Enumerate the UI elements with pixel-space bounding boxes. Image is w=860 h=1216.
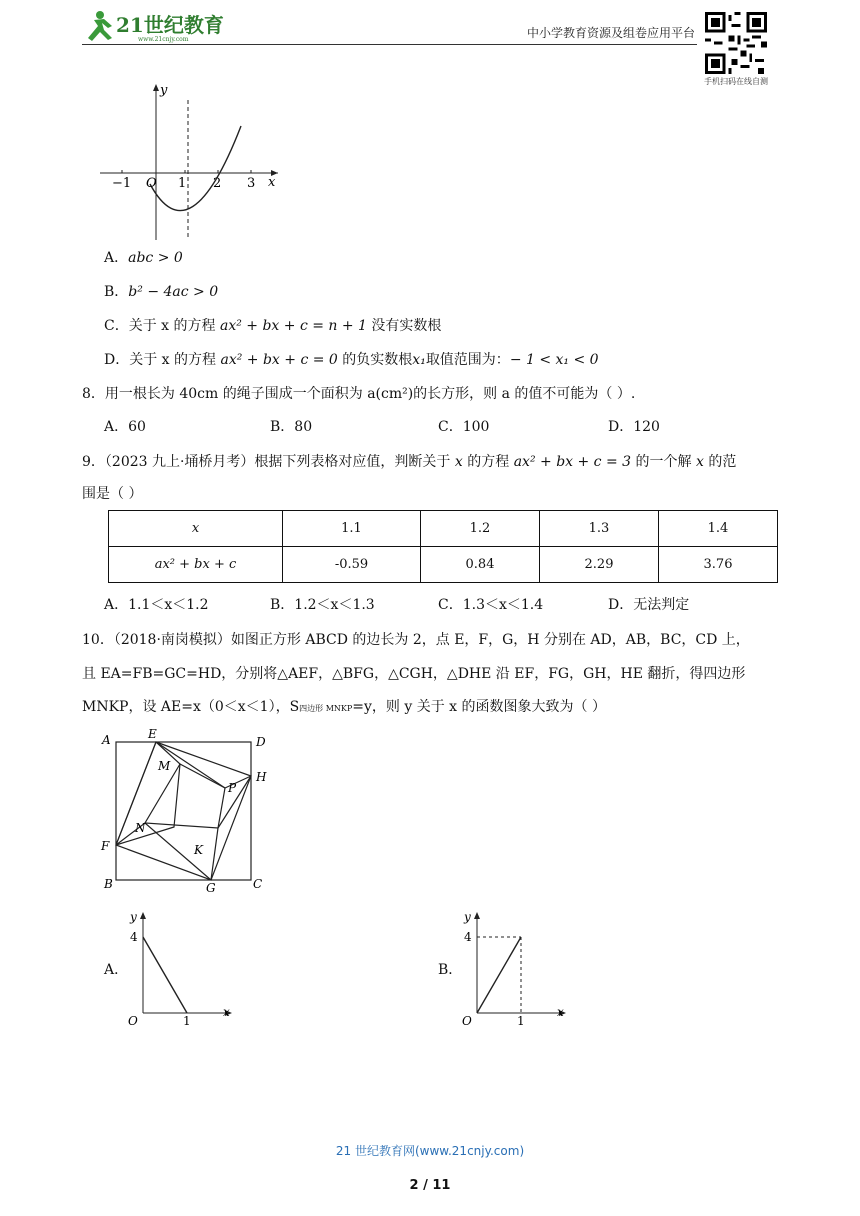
stem-text: 的方程 bbox=[462, 454, 514, 470]
graph-line bbox=[143, 937, 187, 1013]
y-axis-label: y bbox=[464, 910, 471, 924]
label-b: B bbox=[104, 877, 113, 891]
option-label: A． bbox=[104, 250, 129, 266]
label-f: F bbox=[101, 839, 110, 853]
option-math: b² − 4ac > 0 bbox=[128, 284, 219, 300]
label-k: K bbox=[194, 843, 203, 857]
q9-option-b[interactable]: B．1.2＜x＜1.3 bbox=[270, 597, 375, 613]
option-math: ax² + bx + c = 0 bbox=[220, 352, 338, 368]
y-tick-label: 4 bbox=[464, 930, 472, 944]
origin-label: O bbox=[462, 1014, 472, 1027]
tick-1: 1 bbox=[178, 176, 187, 191]
stem-text: MNKP，设 AE=x（0＜x＜1），S bbox=[82, 699, 300, 715]
q10-option-a-graph[interactable] bbox=[124, 905, 244, 1031]
table-cell: 2.29 bbox=[540, 547, 659, 583]
stem-math: x bbox=[695, 454, 704, 470]
stem-text: =y，则 y 关于 x 的函数图象大致为（ ） bbox=[352, 699, 606, 715]
table-cell: x bbox=[109, 511, 283, 547]
stem-math: x bbox=[454, 454, 463, 470]
table-cell: 1.4 bbox=[659, 511, 778, 547]
tick-neg1: −1 bbox=[112, 176, 132, 191]
graph-line bbox=[477, 937, 521, 1013]
option-text: 没有实数根 bbox=[366, 318, 442, 334]
table-cell: 1.1 bbox=[283, 511, 421, 547]
x-axis-label: x bbox=[223, 1005, 230, 1019]
logo-url: www.21cnjy.com bbox=[138, 36, 189, 43]
tick-3: 3 bbox=[247, 176, 256, 191]
label-e: E bbox=[148, 727, 157, 741]
q10-option-b-graph[interactable] bbox=[458, 905, 578, 1031]
y-tick-label: 4 bbox=[130, 930, 138, 944]
quad-mnkp bbox=[145, 764, 225, 828]
label-p: P bbox=[228, 781, 237, 795]
option-math: abc > 0 bbox=[128, 250, 183, 266]
origin-label: O bbox=[128, 1014, 138, 1027]
q8-option-c[interactable]: C．100 bbox=[438, 419, 490, 435]
stem-text: 9．（2023 九上·埇桥月考）根据下列表格对应值，判断关于 bbox=[82, 454, 455, 470]
q7-option-d[interactable] bbox=[104, 350, 599, 370]
q7-option-b[interactable] bbox=[104, 282, 218, 302]
option-label: C．关于 x 的方程 bbox=[104, 318, 220, 334]
q9-stem bbox=[82, 452, 736, 472]
q7-option-c[interactable] bbox=[104, 316, 441, 336]
label-g: G bbox=[206, 881, 216, 895]
q9-option-a[interactable]: A．1.1＜x＜1.2 bbox=[104, 597, 209, 613]
square-abcd bbox=[116, 742, 251, 880]
q9-stem-line2: 围是（ ） bbox=[82, 486, 143, 502]
quad-efgh bbox=[116, 742, 251, 880]
option-label: D．关于 x 的方程 bbox=[104, 352, 221, 368]
table-cell: 1.3 bbox=[540, 511, 659, 547]
x-axis-label: x bbox=[268, 175, 276, 190]
q10-stem-line2: 且 EA=FB=GC=HD，分别将△AEF，△BFG，△CGH，△DHE 沿 EF，FG，GH，HE 翻折，得四边形 bbox=[82, 666, 746, 682]
q10-option-a-label[interactable]: A． bbox=[104, 962, 129, 978]
stem-math: ax² + bx + c = 3 bbox=[513, 454, 632, 470]
table-cell: 1.2 bbox=[421, 511, 540, 547]
q10-stem-line1: 10．（2018·南岗模拟）如图正方形 ABCD 的边长为 2，点 E，F，G，H 分别在 AD，AB，BC，CD 上， bbox=[82, 632, 750, 648]
stem-subscript: 四边形 MNKP bbox=[299, 704, 353, 713]
y-axis-label: y bbox=[160, 83, 168, 98]
option-text: 的负实数根 bbox=[337, 352, 413, 368]
y-axis-label: y bbox=[130, 910, 137, 924]
q9-option-c[interactable]: C．1.3＜x＜1.4 bbox=[438, 597, 544, 613]
q9-value-table bbox=[108, 510, 778, 583]
x-tick-label: 1 bbox=[517, 1014, 525, 1027]
option-text: 取值范围为： bbox=[425, 352, 510, 368]
option-label: B． bbox=[104, 284, 129, 300]
label-n: N bbox=[135, 821, 146, 835]
x-axis-label: x bbox=[557, 1005, 564, 1019]
label-a: A bbox=[102, 733, 111, 747]
origin-label: O bbox=[146, 176, 157, 191]
table-cell: 3.76 bbox=[659, 547, 778, 583]
parabola-graph bbox=[98, 80, 288, 249]
table-cell: ax² + bx + c bbox=[109, 547, 283, 583]
q9-option-d[interactable]: D．无法判定 bbox=[608, 597, 690, 613]
table-cell: 0.84 bbox=[421, 547, 540, 583]
logo-title: 21世纪教育 bbox=[116, 13, 224, 37]
page-number: 2 / 11 bbox=[409, 1178, 451, 1193]
q8-stem: 8．用一根长为 40cm 的绳子围成一个面积为 a(cm²)的长方形，则 a 的值不可能为（ ）. bbox=[82, 386, 636, 402]
q8-option-d[interactable]: D．120 bbox=[608, 419, 660, 435]
square-figure bbox=[98, 726, 278, 900]
q8-option-b[interactable]: B．80 bbox=[270, 419, 313, 435]
stem-text: 的范 bbox=[703, 454, 737, 470]
stem-text: 的一个解 bbox=[631, 454, 696, 470]
table-cell: -0.59 bbox=[283, 547, 421, 583]
q10-stem-line3 bbox=[82, 697, 606, 719]
table-row bbox=[109, 547, 778, 583]
option-math: x₁ bbox=[412, 352, 426, 368]
footer-link[interactable]: 21 世纪教育网(www.21cnjy.com) bbox=[335, 1144, 525, 1158]
q8-option-a[interactable]: A．60 bbox=[104, 419, 146, 435]
option-math: ax² + bx + c = n + 1 bbox=[219, 318, 367, 334]
label-m: M bbox=[158, 759, 171, 773]
option-math: − 1 < x₁ < 0 bbox=[509, 352, 599, 368]
parabola-curve bbox=[150, 126, 241, 211]
qr-code-icon[interactable] bbox=[705, 12, 767, 74]
label-d: D bbox=[256, 735, 266, 749]
site-logo bbox=[82, 8, 252, 44]
qr-caption: 手机扫码在线自测 bbox=[704, 77, 768, 86]
runner-icon bbox=[88, 11, 112, 41]
tick-2: 2 bbox=[213, 176, 222, 191]
platform-title: 中小学教育资源及组卷应用平台 bbox=[526, 26, 695, 40]
x-tick-label: 1 bbox=[183, 1014, 191, 1027]
label-c: C bbox=[253, 877, 263, 891]
table-row bbox=[109, 511, 778, 547]
label-h: H bbox=[256, 770, 267, 784]
header-divider bbox=[82, 44, 697, 45]
q10-option-b-label[interactable]: B． bbox=[438, 962, 463, 978]
q7-option-a[interactable] bbox=[104, 248, 183, 268]
